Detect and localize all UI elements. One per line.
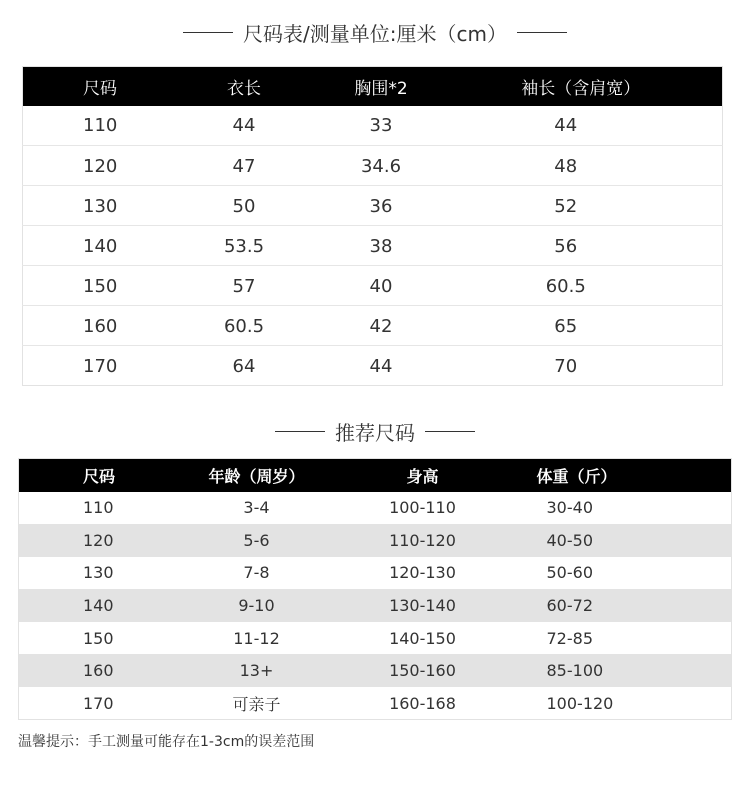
table-cell: 140	[83, 596, 114, 616]
table-cell: 150	[23, 266, 180, 306]
header-age: 年龄（周岁）	[208, 466, 305, 486]
table-cell: 170	[83, 693, 114, 713]
table-cell: 65	[483, 306, 723, 346]
table-row	[23, 106, 723, 146]
table-row	[19, 557, 732, 590]
table-cell: 42	[309, 306, 483, 346]
table-cell: 130	[23, 186, 180, 226]
table-cell: 3-4	[243, 498, 270, 518]
size-table	[22, 66, 723, 386]
table-cell: 130	[83, 563, 114, 583]
table-row	[19, 524, 732, 557]
table-cell: 5-6	[243, 530, 270, 550]
table-cell: 56	[483, 226, 723, 266]
table-cell: 60.5	[180, 306, 309, 346]
table-cell: 9-10	[238, 596, 275, 616]
size-table-title	[0, 18, 750, 47]
table-cell: 64	[232, 355, 256, 377]
header-height: 身高	[406, 466, 439, 486]
table-row	[19, 654, 732, 687]
title-left-rule	[183, 32, 233, 33]
table-cell: 85-100	[546, 661, 604, 681]
table-cell: 34.6	[309, 146, 483, 186]
table-row	[19, 687, 732, 720]
table-cell: 30-40	[546, 498, 593, 518]
table-cell: 60-72	[546, 596, 593, 616]
table-cell: 110	[23, 106, 180, 146]
table-cell: 110-120	[389, 530, 456, 550]
table-row	[19, 492, 732, 525]
table-cell: 100-120	[546, 693, 614, 713]
table-cell: 160-168	[389, 693, 456, 713]
table-cell: 36	[309, 186, 483, 226]
table-cell: 7-8	[243, 563, 270, 583]
table-cell: 可亲子	[232, 694, 281, 714]
size-table-title-text: 尺码表/测量单位:厘米（cm）	[243, 22, 507, 46]
table-cell: 52	[483, 186, 723, 226]
table-cell: 100-110	[389, 498, 456, 518]
table-cell: 40-50	[546, 530, 593, 550]
table-cell: 120	[23, 146, 180, 186]
header-weight: 体重（斤）	[536, 466, 617, 486]
table-cell: 110	[83, 498, 114, 518]
table-cell: 50-60	[546, 563, 593, 583]
table-cell: 40	[309, 266, 483, 306]
table-cell: 120-130	[389, 563, 456, 583]
table-cell: 72-85	[546, 628, 593, 648]
header-size: 尺码	[83, 466, 116, 486]
recommend-table	[18, 458, 732, 720]
recommend-table-title	[0, 417, 750, 446]
title-right-rule	[517, 32, 567, 33]
table-cell: 47	[180, 146, 309, 186]
table-cell: 44	[483, 106, 723, 146]
table-cell: 140-150	[389, 628, 456, 648]
table-cell: 140	[23, 226, 180, 266]
table-cell: 150-160	[389, 661, 456, 681]
header-length: 衣长	[227, 78, 261, 99]
header-chest: 胸围*2	[354, 78, 408, 99]
table-row	[23, 346, 723, 386]
table-cell: 38	[309, 226, 483, 266]
table-cell: 48	[483, 146, 723, 186]
title-left-rule	[275, 431, 325, 432]
table-cell: 60.5	[483, 266, 723, 306]
table-cell: 11-12	[233, 628, 280, 648]
title-right-rule	[425, 431, 475, 432]
header-sleeve: 袖长（含肩宽）	[521, 78, 641, 99]
table-cell: 33	[309, 106, 483, 146]
table-row	[23, 146, 723, 186]
recommend-table-title-text: 推荐尺码	[335, 421, 415, 445]
size-table-header-row	[23, 67, 723, 106]
table-cell: 160	[83, 661, 114, 681]
table-row	[23, 226, 723, 266]
table-row	[23, 186, 723, 226]
table-row	[23, 266, 723, 306]
table-cell: 13+	[239, 661, 274, 681]
table-cell: 70	[554, 355, 578, 377]
table-cell: 57	[180, 266, 309, 306]
table-cell: 170	[83, 355, 118, 377]
header-size: 尺码	[83, 78, 117, 99]
table-cell: 53.5	[180, 226, 309, 266]
recommend-table-header-row	[19, 459, 732, 492]
table-cell: 44	[180, 106, 309, 146]
table-row	[19, 622, 732, 655]
table-cell: 44	[369, 355, 393, 377]
table-cell: 160	[23, 306, 180, 346]
table-cell: 50	[180, 186, 309, 226]
table-cell: 130-140	[389, 596, 456, 616]
measurement-note: 温馨提示：手工测量可能存在1-3cm的误差范围	[18, 734, 315, 750]
table-row	[19, 589, 732, 622]
table-cell: 120	[83, 530, 114, 550]
table-cell: 150	[83, 628, 114, 648]
table-row	[23, 306, 723, 346]
